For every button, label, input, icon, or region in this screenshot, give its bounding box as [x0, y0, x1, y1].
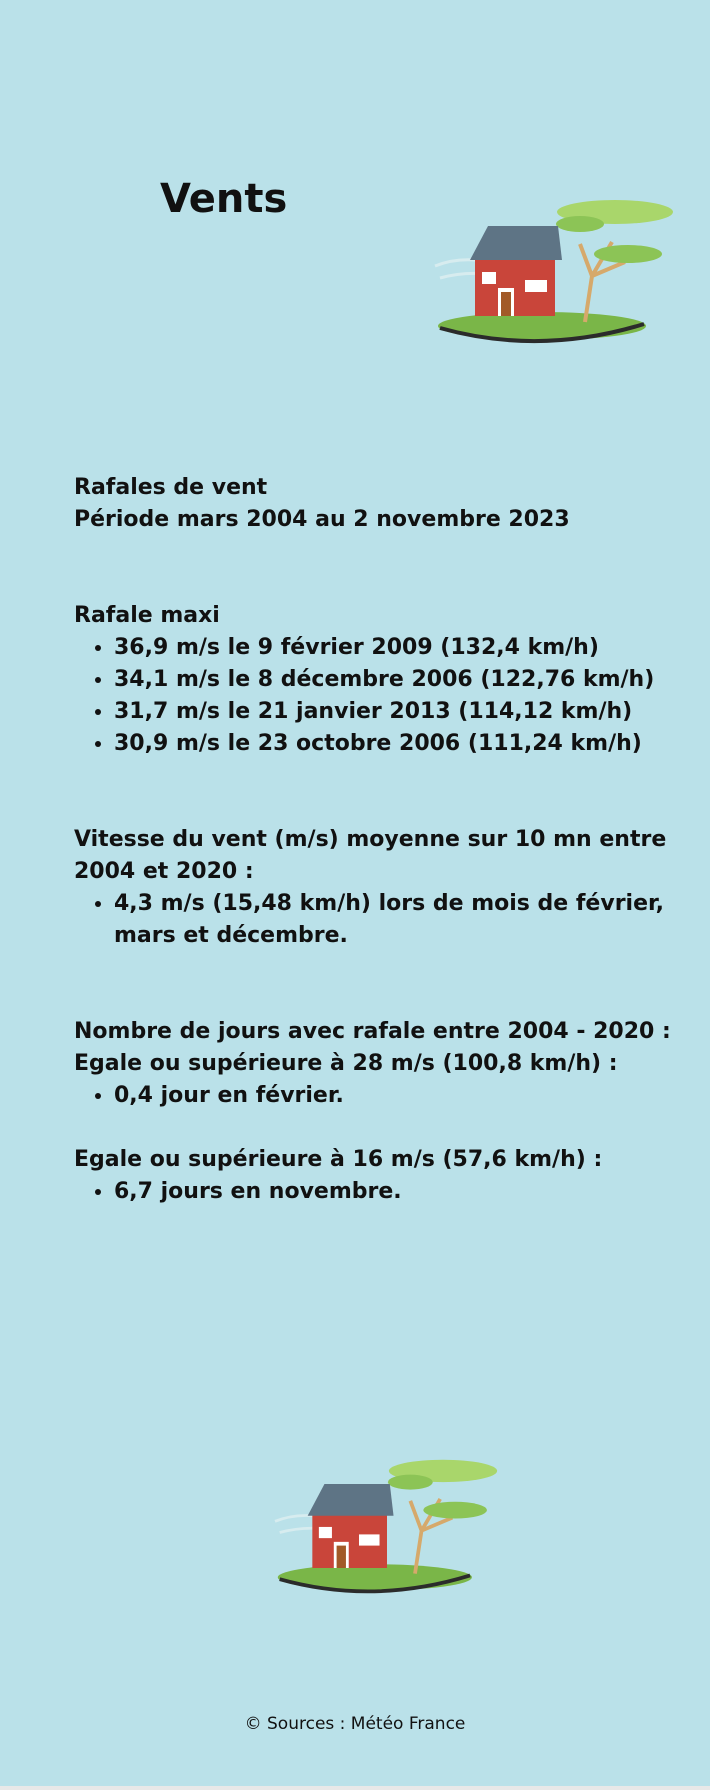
list-item: • 30,9 m/s le 23 octobre 2006 (111,24 km/h) — [114, 728, 674, 760]
list — [74, 888, 674, 952]
house-with-tree-illustration-icon — [262, 1456, 512, 1596]
section-subheading: Egale ou supérieure à 16 m/s (57,6 km/h) : — [74, 1147, 603, 1172]
section-heading: Nombre de jours avec rafale entre 2004 - 2020 : — [74, 1019, 671, 1044]
list — [74, 1176, 674, 1208]
section-heading: Rafales de vent — [74, 475, 268, 500]
house-with-tree-illustration-icon — [430, 196, 680, 346]
list — [74, 1080, 674, 1112]
section-jours — [74, 1016, 674, 1208]
list-item: • 6,7 jours en novembre. — [114, 1176, 674, 1208]
section-heading: Rafale maxi — [74, 603, 220, 628]
list — [74, 632, 674, 760]
section-rafale-maxi — [74, 600, 674, 760]
page-title: Vents — [160, 176, 288, 222]
section-vitesse — [74, 824, 674, 952]
main-content — [74, 472, 674, 1208]
section-period: Période mars 2004 au 2 novembre 2023 — [74, 507, 570, 532]
section-subheading: Egale ou supérieure à 28 m/s (100,8 km/h) : — [74, 1051, 618, 1076]
list-item: • 34,1 m/s le 8 décembre 2006 (122,76 km/h) — [114, 664, 674, 696]
list-item: • 31,7 m/s le 21 janvier 2013 (114,12 km/h) — [114, 696, 674, 728]
list-item: • 4,3 m/s (15,48 km/h) lors de mois de février, mars et décembre. — [114, 888, 674, 952]
section-rafales — [74, 472, 674, 536]
footer-source: © Sources : Météo France — [244, 1714, 466, 1734]
list-item: • 0,4 jour en février. — [114, 1080, 674, 1112]
section-heading: Vitesse du vent (m/s) moyenne sur 10 mn entre 2004 et 2020 : — [74, 827, 667, 884]
list-item: • 36,9 m/s le 9 février 2009 (132,4 km/h) — [114, 632, 674, 664]
